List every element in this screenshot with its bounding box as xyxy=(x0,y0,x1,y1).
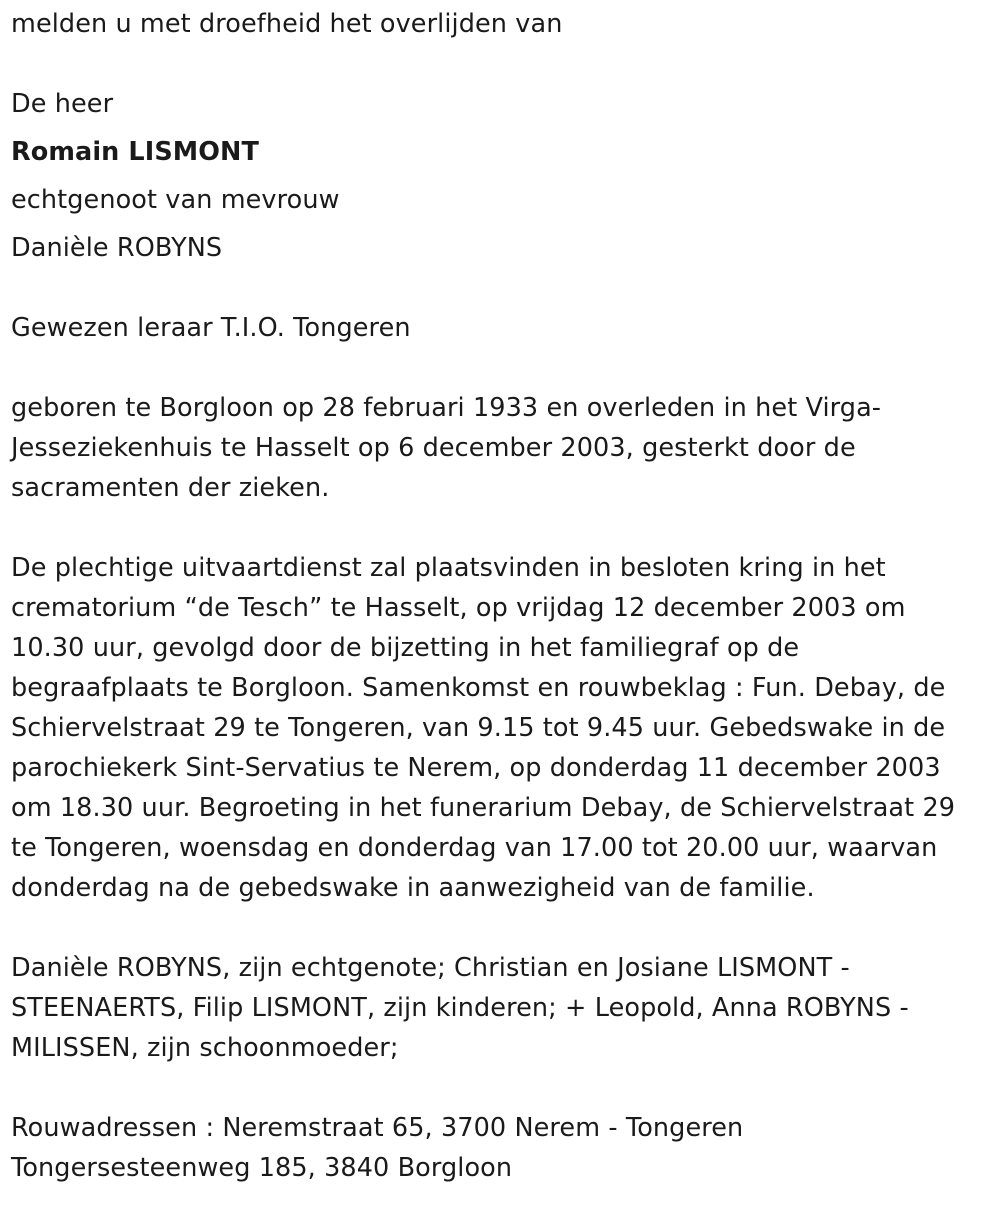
paragraph-line: STEENAERTS, Filip LISMONT, zijn kinderen; + Leopold, Anna ROBYNS - xyxy=(11,993,909,1023)
paragraph-line: Schiervelstraat 29 te Tongeren, van 9.15 tot 9.45 uur. Gebedswake in de xyxy=(11,713,946,743)
occupation: Gewezen leraar T.I.O. Tongeren xyxy=(11,313,411,343)
spacer xyxy=(11,1068,991,1108)
spouse-label: echtgenoot van mevrouw xyxy=(11,185,340,215)
family-paragraph xyxy=(11,948,989,1068)
addresses-paragraph xyxy=(11,1108,989,1188)
address-line: Rouwadressen : Neremstraat 65, 3700 Nerem - Tongeren xyxy=(11,1113,744,1143)
address-line: Tongersesteenweg 185, 3840 Borgloon xyxy=(11,1153,513,1183)
paragraph-line: donderdag na de gebedswake in aanwezigheid van de familie. xyxy=(11,873,815,903)
paragraph-line: crematorium “de Tesch” te Hasselt, op vrijdag 12 december 2003 om xyxy=(11,593,906,623)
intro-text: melden u met droefheid het overlijden van xyxy=(11,9,563,39)
spacer xyxy=(11,44,991,84)
paragraph-line: 10.30 uur, gevolgd door de bijzetting in het familiegraf op de xyxy=(11,633,800,663)
death-notice xyxy=(11,4,991,1188)
salutation: De heer xyxy=(11,89,114,119)
spacer xyxy=(11,508,991,548)
spacer xyxy=(11,348,991,388)
spacer xyxy=(11,172,991,180)
spouse-name: Danièle ROBYNS xyxy=(11,233,223,263)
spacer xyxy=(11,124,991,132)
birth-death-paragraph xyxy=(11,388,989,508)
spacer xyxy=(11,908,991,948)
paragraph-line: parochiekerk Sint-Servatius te Nerem, op donderdag 11 december 2003 xyxy=(11,753,941,783)
ceremony-paragraph xyxy=(11,548,989,908)
paragraph-line: Jesseziekenhuis te Hasselt op 6 december 2003, gesterkt door de xyxy=(11,433,856,463)
paragraph-line: begraafplaats te Borgloon. Samenkomst en rouwbeklag : Fun. Debay, de xyxy=(11,673,946,703)
paragraph-line: De plechtige uitvaartdienst zal plaatsvinden in besloten kring in het xyxy=(11,553,886,583)
spacer xyxy=(11,268,991,308)
paragraph-line: te Tongeren, woensdag en donderdag van 17.00 tot 20.00 uur, waarvan xyxy=(11,833,938,863)
deceased-name: Romain LISMONT xyxy=(11,137,259,167)
paragraph-line: om 18.30 uur. Begroeting in het funerarium Debay, de Schiervelstraat 29 xyxy=(11,793,956,823)
paragraph-line: sacramenten der zieken. xyxy=(11,473,330,503)
spacer xyxy=(11,220,991,228)
paragraph-line: Danièle ROBYNS, zijn echtgenote; Christian en Josiane LISMONT - xyxy=(11,953,850,983)
paragraph-line: geboren te Borgloon op 28 februari 1933 en overleden in het Virga- xyxy=(11,393,882,423)
paragraph-line: MILISSEN, zijn schoonmoeder; xyxy=(11,1033,399,1063)
